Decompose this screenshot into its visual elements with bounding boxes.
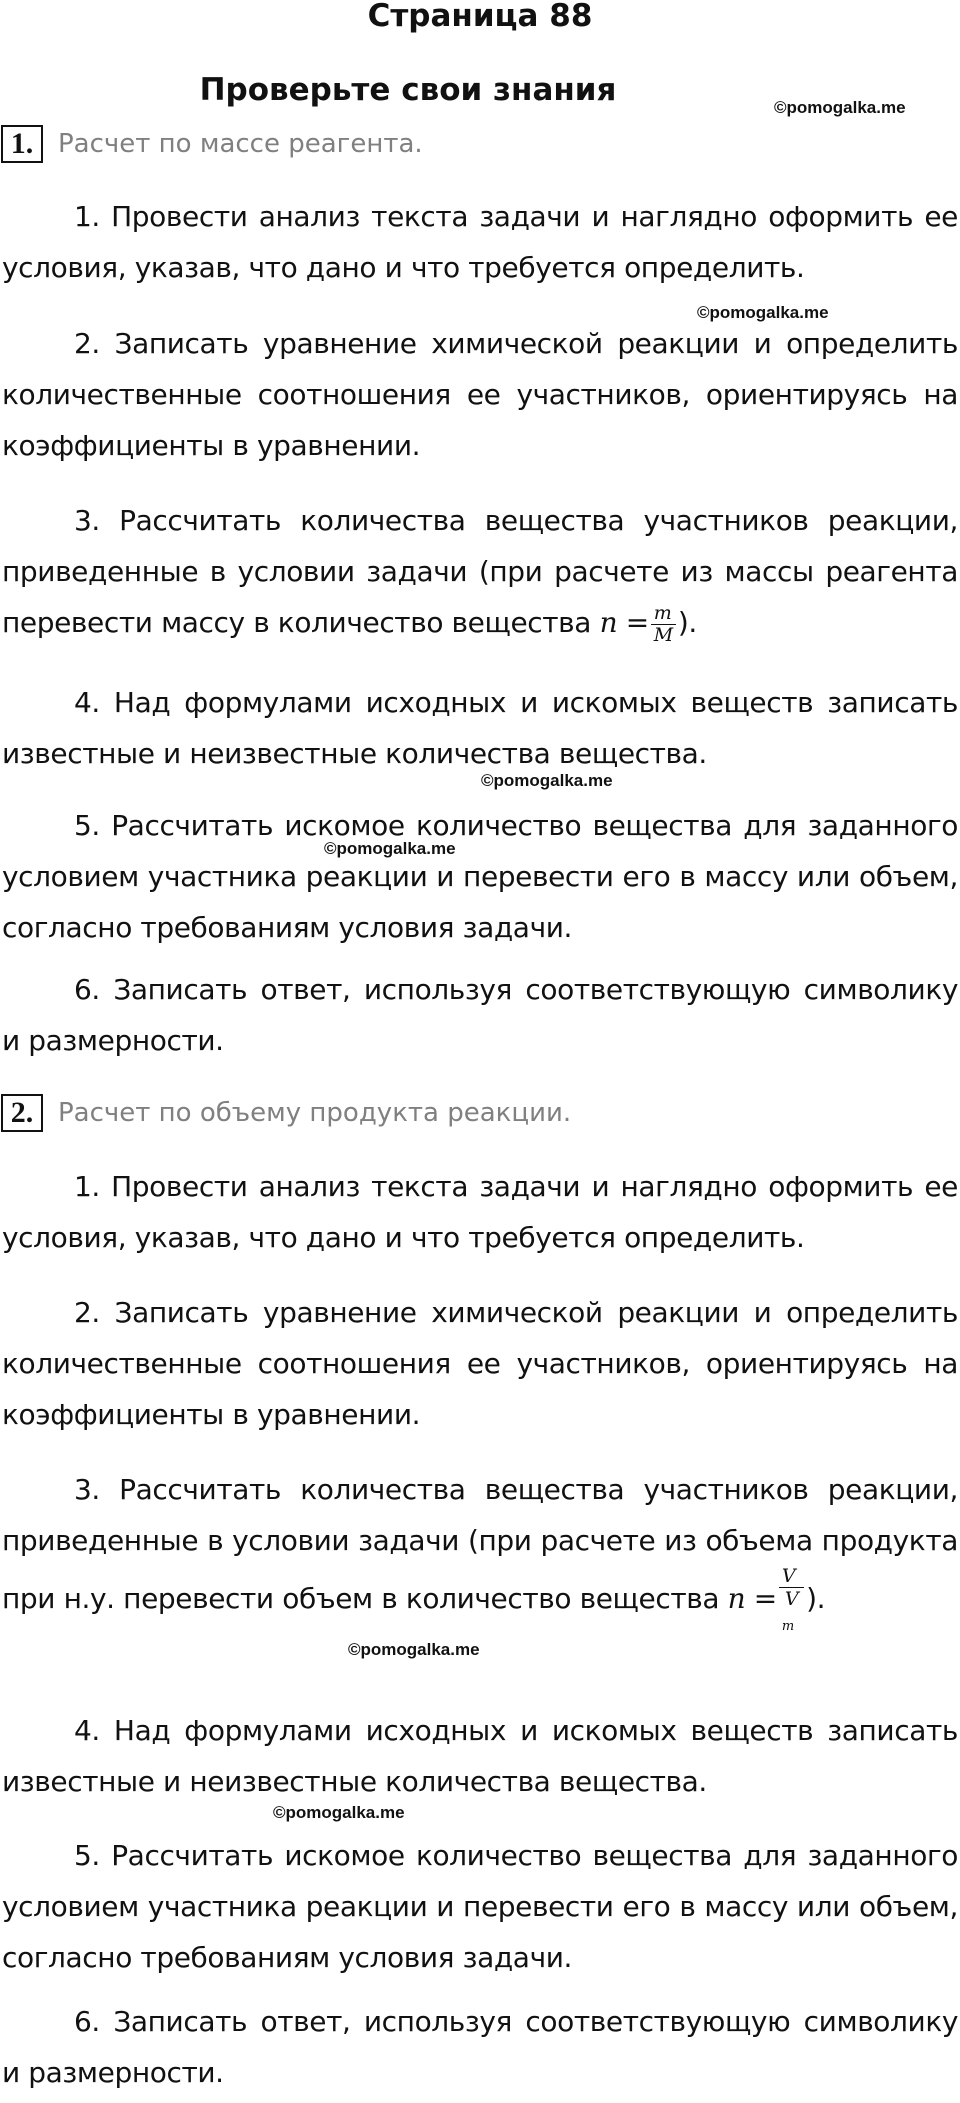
step-paragraph: 2. Записать уравнение химической реакции и определить количественные соотношения ее участников, ориентируясь на коэффициенты в уравнении. (2, 327, 958, 462)
step-paragraph: 2. Записать уравнение химической реакции и определить количественные соотношения ее участников, ориентируясь на коэффициенты в уравнении. (2, 1296, 958, 1431)
step-paragraph: 1. Провести анализ текста задачи и наглядно оформить ее условия, указав, что дано и что требуется определить. (2, 1170, 958, 1254)
formula-lhs: n = (727, 1581, 777, 1615)
formula-numerator: V (779, 1566, 804, 1588)
step-paragraph: 6. Записать ответ, используя соответствующую символику и размерности. (2, 973, 958, 1057)
formula-fraction (651, 603, 676, 646)
task-number-box: 2. (1, 1094, 43, 1132)
task-title: Расчет по объему продукта реакции. (58, 1098, 572, 1128)
watermark: ©pomogalka.me (273, 1803, 405, 1822)
formula-numerator: m (651, 603, 676, 625)
watermark: ©pomogalka.me (697, 303, 829, 322)
step-paragraph: 4. Над формулами исходных и искомых веществ записать известные и неизвестные количества вещества. (2, 686, 958, 770)
formula-denominator: V $_m$ (781, 1588, 799, 1634)
task-title: Расчет по массе реагента. (58, 129, 423, 159)
step-paragraph: 5. Рассчитать искомое количество вещества для заданного условием участника реакции и перевести его в массу или объем, согласно требованиям условия задачи. (2, 809, 958, 944)
formula-tail: ). (677, 606, 697, 639)
step-text: 3. Рассчитать количества вещества участников реакции, приведенные в условии задачи (при расчете из объема продукта при н.у. перевести объем в количество вещества (2, 1473, 958, 1615)
watermark: ©pomogalka.me (324, 839, 456, 858)
step-text: 3. Рассчитать количества вещества участников реакции, приведенные в условии задачи (при расчете из массы реагента перевести массу в количество вещества (2, 504, 958, 639)
formula-tail: ). (806, 1581, 826, 1615)
task-number-box: 1. (1, 125, 43, 163)
watermark: ©pomogalka.me (481, 771, 613, 790)
formula-fraction (779, 1566, 804, 1634)
step-paragraph: 6. Записать ответ, используя соответствующую символику и размерности. (2, 2005, 958, 2089)
step-paragraph: 4. Над формулами исходных и искомых веществ записать известные и неизвестные количества вещества. (2, 1714, 958, 1798)
step-paragraph (2, 1464, 958, 1634)
step-paragraph (2, 495, 958, 648)
section-heading: Проверьте свои знания (199, 72, 617, 108)
step-paragraph: 1. Провести анализ текста задачи и наглядно оформить ее условия, указав, что дано и что требуется определить. (2, 200, 958, 284)
watermark: ©pomogalka.me (348, 1640, 480, 1659)
step-paragraph: 5. Рассчитать искомое количество вещества для заданного условием участника реакции и перевести его в массу или объем, согласно требованиям условия задачи. (2, 1839, 958, 1974)
watermark: ©pomogalka.me (774, 98, 906, 117)
formula-lhs: n = (599, 606, 649, 639)
formula-denominator: M (653, 623, 673, 646)
page-title: Страница 88 (367, 0, 593, 34)
